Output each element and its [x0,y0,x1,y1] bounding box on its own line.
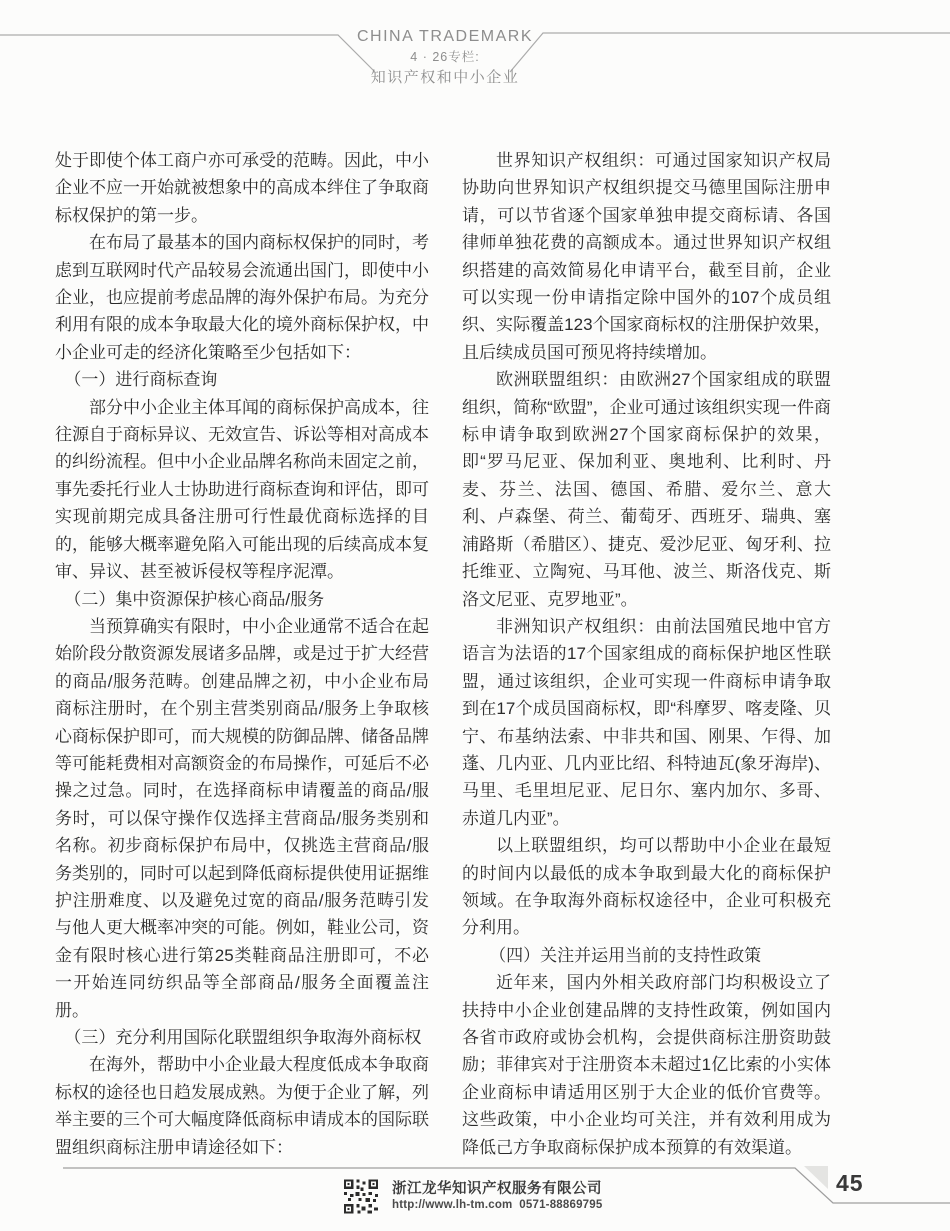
paragraph: 欧洲联盟组织：由欧洲27个国家组成的联盟组织，简称“欧盟”，企业可通过该组织实现一件商标申请争取到欧洲27个国家商标保护的效果，即“罗马尼亚、保加利亚、奥地利、比利时、丹麦、芬兰、法国、德国、希腊、爱尔兰、意大利、卢森堡、荷兰、葡萄牙、西班牙、瑞典、塞浦路斯（希腊区）、捷克、爱沙尼亚、匈牙利、拉托维亚、立陶宛、马耳他、波兰、斯洛伐克、斯洛文尼亚、克罗地亚”。 [462,370,831,609]
paragraph: 在布局了最基本的国内商标权保护的同时，考虑到互联网时代产品较易会流通出国门，即使中小企业，也应提前考虑品牌的海外保护布局。为充分利用有限的成本争取最大化的境外商标保护权，中小企业可走的经济化策略至少包括如下： [55,233,429,362]
paragraph: 当预算确实有限时，中小企业通常不适合在起始阶段分散资源发展诸多品牌，或是过于扩大经营的商品/服务范畴。创建品牌之初，中小企业布局商标注册时，在个别主营类别商品/服务上争取核心商标保护即可，而大规模的防御品牌、储备品牌等可能耗费相对高额资金的布局操作，可延后不必操之过急。同时，在选择商标申请覆盖的商品/服务时，可以保守操作仅选择主营商品/服务类别和名称。初步商标保护布局中，仅挑选主营商品/服务类别的，同时可以起到降低商标提供使用证据维护注册难度、以及避免过宽的商品/服务范畴引发与他人更大概率冲突的可能。例如，鞋业公司，资金有限时核心进行第25类鞋商品注册即可，不必一开始连同纺织品等全部商品/服务全面覆盖注册。 [55,616,429,1020]
footer-phone: 0571-88869795 [519,1199,603,1211]
paragraph: 处于即使个体工商户亦可承受的范畴。因此，中小企业不应一开始就被想象中的高成本绊住了争取商标权保护的第一步。 [55,151,429,225]
article-right-column [462,147,831,1161]
page-number: 45 [836,1170,864,1196]
article-left-column [55,147,429,1161]
page-header [320,29,570,85]
section-heading: （一）进行商标查询 [64,370,218,390]
magazine-title: CHINA TRADEMARK [356,28,533,45]
footer-contact [392,1199,602,1211]
fold-triangle-shape [804,1166,828,1189]
paragraph: 部分中小企业主体耳闻的商标保护高成本，往往源自于商标异议、无效宣告、诉讼等相对高成本的纠纷流程。但中小企业品牌名称尚未固定之前，事先委托行业人士协助进行商标查询和评估，即可实现前期完成具备注册可行性最优商标选择的目的，能够大概率避免陷入可能出现的后续高成本复审、异议、甚至被诉侵权等程序泥潭。 [55,397,429,582]
paragraph: 以上联盟组织，均可以帮助中小企业在最短的时间内以最低的成本争取到最大化的商标保护领域。在争取海外商标权途径中，企业可积极充分利用。 [462,836,831,938]
section-heading: （三）充分利用国际化联盟组织争取海外商标权 [64,1028,422,1047]
section-heading: （四）关注并运用当前的支持性政策 [489,945,762,965]
qr-code-icon [344,1179,378,1214]
column-topic: 知识产权和中小企业 [370,68,520,86]
paragraph: 近年来，国内外相关政府部门均积极设立了扶持中小企业创建品牌的支持性政策，例如国内各省市政府或协会机构，会提供商标注册资助鼓励；菲律宾对于注册资本未超过1亿比索的小实体企业商标申请适用区别于大企业的低价官费等。这些政策，中小企业均可关注，并有效利用成为降低己方争取商标保护成本预算的有效渠道。 [462,973,831,1157]
section-heading: （二）集中资源保护核心商品/服务 [64,589,325,609]
footer-company-name: 浙江龙华知识产权服务有限公司 [392,1181,602,1197]
paragraph: 在海外，帮助中小企业最大程度低成本争取商标权的途径也日趋发展成熟。为便于企业了解，列举主要的三个可大幅度降低商标申请成本的国际联盟组织商标注册申请途径如下： [55,1055,429,1157]
footer-website: http://www.lh-tm.com [392,1199,513,1211]
column-label: 4 · 26专栏: [410,50,480,64]
paragraph: 世界知识产权组织：可通过国家知识产权局协助向世界知识产权组织提交马德里国际注册申请，可以节省逐个国家单独申提交商标请、各国律师单独花费的高额成本。通过世界知识产权组织搭建的高效简易化申请平台，截至目前，企业可以实现一份申请指定除中国外的107个成员组织、实际覆盖123个国家商标权的注册保护效果，且后续成员国可预见将持续增加。 [462,151,831,362]
paragraph: 非洲知识产权组织：由前法国殖民地中官方语言为法语的17个国家组成的商标保护地区性联盟，通过该组织，企业可实现一件商标申请争取到在17个成员国商标权，即“科摩罗、喀麦隆、贝宁、布基纳法索、中非共和国、刚果、乍得、加蓬、几内亚、几内亚比绍、科特迪瓦(象牙海岸)、马里、毛里坦尼亚、尼日尔、塞内加尔、多哥、赤道几内亚”。 [462,616,831,828]
